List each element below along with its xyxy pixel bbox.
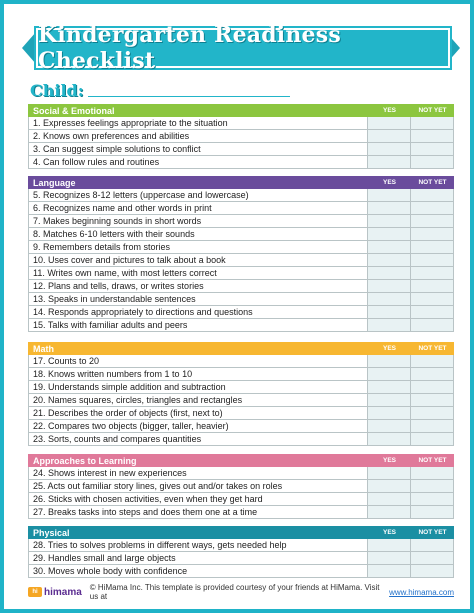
not-yet-cell[interactable]: [410, 355, 453, 367]
not-yet-cell[interactable]: [410, 381, 453, 393]
checklist-row: [29, 539, 453, 552]
checklist-item: 13. Speaks in understandable sentences: [33, 294, 196, 304]
yes-cell[interactable]: [367, 267, 410, 279]
section-header: [28, 454, 454, 467]
section-header: [28, 526, 454, 539]
not-yet-cell[interactable]: [410, 228, 453, 240]
checklist-row: [29, 433, 453, 446]
yes-cell[interactable]: [367, 552, 410, 564]
checklist-item: 21. Describes the order of objects (first, next to): [33, 408, 223, 418]
not-yet-cell[interactable]: [410, 280, 453, 292]
yes-cell[interactable]: [367, 381, 410, 393]
checklist-item: 5. Recognizes 8-12 letters (uppercase and lowercase): [33, 190, 249, 200]
not-yet-cell[interactable]: [410, 306, 453, 318]
checklist-item: 27. Breaks tasks into steps and does them one at a time: [33, 507, 258, 517]
checklist-row: [29, 306, 453, 319]
yes-cell[interactable]: [367, 407, 410, 419]
checklist-item: 10. Uses cover and pictures to talk about a book: [33, 255, 226, 265]
checklist-item: 15. Talks with familiar adults and peers: [33, 320, 188, 330]
checklist-row: [29, 420, 453, 433]
checklist-row: [29, 407, 453, 420]
checklist-item: 23. Sorts, counts and compares quantities: [33, 434, 202, 444]
checklist-item: 7. Makes beginning sounds in short words: [33, 216, 202, 226]
yes-cell[interactable]: [367, 215, 410, 227]
section-title: Approaches to Learning: [33, 455, 137, 466]
section-header: [28, 176, 454, 189]
section-title: Math: [33, 343, 54, 354]
not-yet-cell[interactable]: [410, 420, 453, 432]
not-yet-cell[interactable]: [410, 215, 453, 227]
not-yet-cell[interactable]: [410, 539, 453, 551]
checklist-item: 17. Counts to 20: [33, 356, 100, 366]
not-yet-cell[interactable]: [410, 189, 453, 201]
yes-column-header: YES: [382, 179, 396, 186]
ribbon-left-tail: [22, 32, 36, 64]
page-title: Kindergarten Readiness Checklist: [36, 28, 450, 68]
yes-cell[interactable]: [367, 506, 410, 518]
not-yet-column-header: NOT YET: [418, 107, 447, 114]
not-yet-cell[interactable]: [410, 552, 453, 564]
yes-cell[interactable]: [367, 241, 410, 253]
checklist-row: [29, 467, 453, 480]
yes-cell[interactable]: [367, 420, 410, 432]
yes-cell[interactable]: [367, 117, 410, 129]
yes-cell[interactable]: [367, 355, 410, 367]
not-yet-cell[interactable]: [410, 394, 453, 406]
checklist-row: [29, 480, 453, 493]
not-yet-column-header: NOT YET: [418, 529, 447, 536]
checklist-item: 19. Understands simple addition and subtraction: [33, 382, 226, 392]
not-yet-cell[interactable]: [410, 202, 453, 214]
yes-cell[interactable]: [367, 306, 410, 318]
yes-cell[interactable]: [367, 319, 410, 331]
checklist-item: 3. Can suggest simple solutions to conflict: [33, 144, 201, 154]
checklist-item: 30. Moves whole body with confidence: [33, 566, 188, 576]
checklist-row: [29, 241, 453, 254]
not-yet-cell[interactable]: [410, 267, 453, 279]
not-yet-cell[interactable]: [410, 293, 453, 305]
section-title: Language: [33, 177, 76, 188]
yes-cell[interactable]: [367, 189, 410, 201]
not-yet-cell[interactable]: [410, 506, 453, 518]
checklist-row: [29, 293, 453, 306]
checklist-row: [29, 117, 453, 130]
checklist-row: [29, 189, 453, 202]
checklist-row: [29, 254, 453, 267]
checklist-item: 6. Recognizes name and other words in print: [33, 203, 212, 213]
section-header: [28, 342, 454, 355]
checklist-row: [29, 156, 453, 169]
checklist-item: 9. Remembers details from stories: [33, 242, 171, 252]
not-yet-column-header: NOT YET: [418, 345, 447, 352]
not-yet-cell[interactable]: [410, 130, 453, 142]
checklist-item: 12. Plans and tells, draws, or writes stories: [33, 281, 204, 291]
section-physical: [28, 526, 454, 578]
checklist-item: 1. Expresses feelings appropriate to the situation: [33, 118, 228, 128]
yes-cell[interactable]: [367, 202, 410, 214]
section-approaches-to-learning: [28, 454, 454, 519]
not-yet-cell[interactable]: [410, 368, 453, 380]
yes-cell[interactable]: [367, 254, 410, 266]
checklist-item: 2. Knows own preferences and abilities: [33, 131, 190, 141]
title-banner: [22, 22, 460, 74]
not-yet-cell[interactable]: [410, 117, 453, 129]
not-yet-cell[interactable]: [410, 254, 453, 266]
checklist-row: [29, 394, 453, 407]
checklist-row: [29, 552, 453, 565]
yes-cell[interactable]: [367, 565, 410, 577]
checklist-item: 25. Acts out familiar story lines, gives out and/or takes on roles: [33, 481, 283, 491]
checklist-row: [29, 280, 453, 293]
checklist-row: [29, 143, 453, 156]
checklist-row: [29, 215, 453, 228]
himama-logo: [28, 587, 82, 598]
yes-cell[interactable]: [367, 156, 410, 168]
yes-cell[interactable]: [367, 143, 410, 155]
footer-link[interactable]: www.himama.com: [389, 587, 454, 597]
checklist-row: [29, 506, 453, 519]
yes-column-header: YES: [382, 529, 396, 536]
checklist-item: 11. Writes own name, with most letters correct: [33, 268, 217, 278]
child-label: Child:: [30, 81, 84, 100]
yes-column-header: YES: [382, 107, 396, 114]
checklist-item: 26. Sticks with chosen activities, even when they get hard: [33, 494, 263, 504]
yes-cell[interactable]: [367, 368, 410, 380]
child-name-line[interactable]: [88, 95, 290, 97]
yes-cell[interactable]: [367, 228, 410, 240]
logo-text: himama: [44, 586, 82, 598]
yes-cell[interactable]: [367, 130, 410, 142]
footer: [28, 584, 454, 600]
child-name-row: [30, 80, 290, 100]
section-social-emotional: [28, 104, 454, 169]
not-yet-cell[interactable]: [410, 241, 453, 253]
checklist-row: [29, 228, 453, 241]
not-yet-cell[interactable]: [410, 565, 453, 577]
yes-cell[interactable]: [367, 493, 410, 505]
checklist-row: [29, 493, 453, 506]
checklist-item: 14. Responds appropriately to directions and questions: [33, 307, 253, 317]
not-yet-cell[interactable]: [410, 156, 453, 168]
checklist-item: 22. Compares two objects (bigger, taller, heavier): [33, 421, 229, 431]
checklist-item: 4. Can follow rules and routines: [33, 157, 160, 167]
checklist-row: [29, 202, 453, 215]
yes-cell[interactable]: [367, 394, 410, 406]
checklist-row: [29, 381, 453, 394]
yes-cell[interactable]: [367, 480, 410, 492]
not-yet-cell[interactable]: [410, 143, 453, 155]
checklist-row: [29, 267, 453, 280]
checklist-item: 24. Shows interest in new experiences: [33, 468, 187, 478]
footer-text: © HiMama Inc. This template is provided courtesy of your friends at HiMama. Visit us at: [89, 583, 380, 601]
checklist-row: [29, 319, 453, 332]
checklist-item: 18. Knows written numbers from 1 to 10: [33, 369, 193, 379]
not-yet-cell[interactable]: [410, 493, 453, 505]
section-language: [28, 176, 454, 332]
not-yet-column-header: NOT YET: [418, 457, 447, 464]
yes-column-header: YES: [382, 345, 396, 352]
yes-cell[interactable]: [367, 433, 410, 445]
checklist-item: 20. Names squares, circles, triangles and rectangles: [33, 395, 243, 405]
checklist-row: [29, 130, 453, 143]
checklist-item: 8. Matches 6-10 letters with their sounds: [33, 229, 195, 239]
not-yet-cell[interactable]: [410, 467, 453, 479]
checklist-item: 28. Tries to solves problems in different ways, gets needed help: [33, 540, 287, 550]
yes-cell[interactable]: [367, 467, 410, 479]
checklist-row: [29, 355, 453, 368]
section-header: [28, 104, 454, 117]
not-yet-cell[interactable]: [410, 319, 453, 331]
yes-column-header: YES: [382, 457, 396, 464]
section-math: [28, 342, 454, 446]
section-title: Physical: [33, 527, 70, 538]
logo-badge-icon: hi: [28, 587, 42, 597]
checklist-item: 29. Handles small and large objects: [33, 553, 176, 563]
yes-cell[interactable]: [367, 539, 410, 551]
checklist-row: [29, 368, 453, 381]
not-yet-cell[interactable]: [410, 480, 453, 492]
not-yet-cell[interactable]: [410, 407, 453, 419]
yes-cell[interactable]: [367, 293, 410, 305]
not-yet-cell[interactable]: [410, 433, 453, 445]
not-yet-column-header: NOT YET: [418, 179, 447, 186]
yes-cell[interactable]: [367, 280, 410, 292]
checklist-row: [29, 565, 453, 578]
section-title: Social & Emotional: [33, 105, 115, 116]
